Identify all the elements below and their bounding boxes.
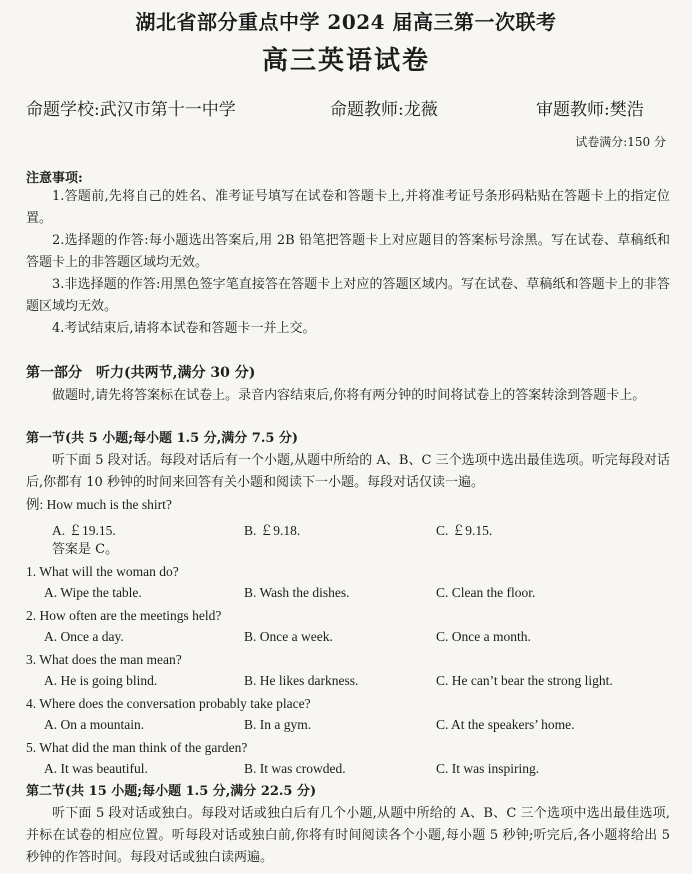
question-1-option-c: C. Clean the floor. xyxy=(436,585,536,600)
notice-item-3: 3.非选择题的作答:用黑色签字笔直接答在答题卡上对应的答题区域内。写在试卷、草稿纸和答题卡上的非答题区域均无效。 xyxy=(26,277,670,314)
part1-intro: 做题时,请先将答案标在试卷上。录音内容结束后,你将有两分钟的时间将试卷上的答案转涂到答题卡上。 xyxy=(52,388,646,403)
question-2: 2. How often are the meetings held? xyxy=(26,608,222,623)
setting-teacher: 命题教师:龙薇 xyxy=(330,100,438,120)
exam-subject-title: 高三英语试卷 xyxy=(261,46,430,76)
section2-heading: 第二节(共 15 小题;每小题 1.5 分,满分 22.5 分) xyxy=(26,784,317,799)
exam-title: 湖北省部分重点中学 2024 届高三第一次联考 xyxy=(135,10,557,34)
question-3-option-b: B. He likes darkness. xyxy=(244,673,359,688)
question-5-option-c: C. It was inspiring. xyxy=(436,761,540,776)
question-3-option-a: A. He is going blind. xyxy=(44,673,158,688)
section2-intro: 听下面 5 段对话或独白。每段对话或独白后有几个小题,从题中所给的 A、B、C 三个选项中选出最佳选项,并标在试卷的相应位置。听每段对话或独白前,你将有时间阅读各个小题,每小题 5 秒钟;听完后,各小题将给出 5 秒钟的作答时间。每段对话或独白读两遍。 xyxy=(26,806,670,865)
example-option-c: C. ￡9.15. xyxy=(436,523,493,538)
question-4-option-b: B. In a gym. xyxy=(244,717,312,732)
full-score: 试卷满分:150 分 xyxy=(575,135,666,149)
question-4: 4. Where does the conversation probably take place? xyxy=(26,696,311,711)
question-5-option-b: B. It was crowded. xyxy=(244,761,346,776)
question-3-option-c: C. He can’t bear the strong light. xyxy=(436,673,613,688)
notice-heading: 注意事项: xyxy=(26,171,83,186)
reviewing-teacher: 审题教师:樊浩 xyxy=(536,100,644,120)
example-question: 例: How much is the shirt? xyxy=(26,497,172,512)
question-1: 1. What will the woman do? xyxy=(26,564,179,579)
example-option-b: B. ￡9.18. xyxy=(244,523,301,538)
question-2-option-a: A. Once a day. xyxy=(44,629,124,644)
question-5: 5. What did the man think of the garden? xyxy=(26,740,248,755)
notice-item-2: 2.选择题的作答:每小题选出答案后,用 2B 铅笔把答题卡上对应题目的答案标号涂黑。写在试卷、草稿纸和答题卡上的非答题区域均无效。 xyxy=(26,233,670,270)
notice-item-4: 4.考试结束后,请将本试卷和答题卡一并上交。 xyxy=(52,321,316,336)
question-2-option-b: B. Once a week. xyxy=(244,629,333,644)
question-1-option-a: A. Wipe the table. xyxy=(44,585,142,600)
question-5-option-a: A. It was beautiful. xyxy=(44,761,148,776)
setting-school: 命题学校:武汉市第十一中学 xyxy=(26,100,236,120)
section1-heading: 第一节(共 5 小题;每小题 1.5 分,满分 7.5 分) xyxy=(26,431,299,446)
question-4-option-c: C. At the speakers’ home. xyxy=(436,717,575,732)
notice-item-1: 1.答题前,先将自己的姓名、准考证号填写在试卷和答题卡上,并将准考证号条形码粘贴在答题卡上的指定位置。 xyxy=(26,189,670,226)
question-2-option-c: C. Once a month. xyxy=(436,629,531,644)
question-3: 3. What does the man mean? xyxy=(26,652,182,667)
example-answer: 答案是 C。 xyxy=(52,542,119,557)
section1-intro: 听下面 5 段对话。每段对话后有一个小题,从题中所给的 A、B、C 三个选项中选出最佳选项。听完每段对话后,你都有 10 秒钟的时间来回答有关小题和阅读下一小题。每段对话仅读一遍。 xyxy=(26,453,670,490)
question-4-option-a: A. On a mountain. xyxy=(44,717,145,732)
part1-heading: 第一部分 听力(共两节,满分 30 分) xyxy=(26,365,256,381)
question-1-option-b: B. Wash the dishes. xyxy=(244,585,350,600)
example-option-a: A. ￡19.15. xyxy=(52,523,116,538)
